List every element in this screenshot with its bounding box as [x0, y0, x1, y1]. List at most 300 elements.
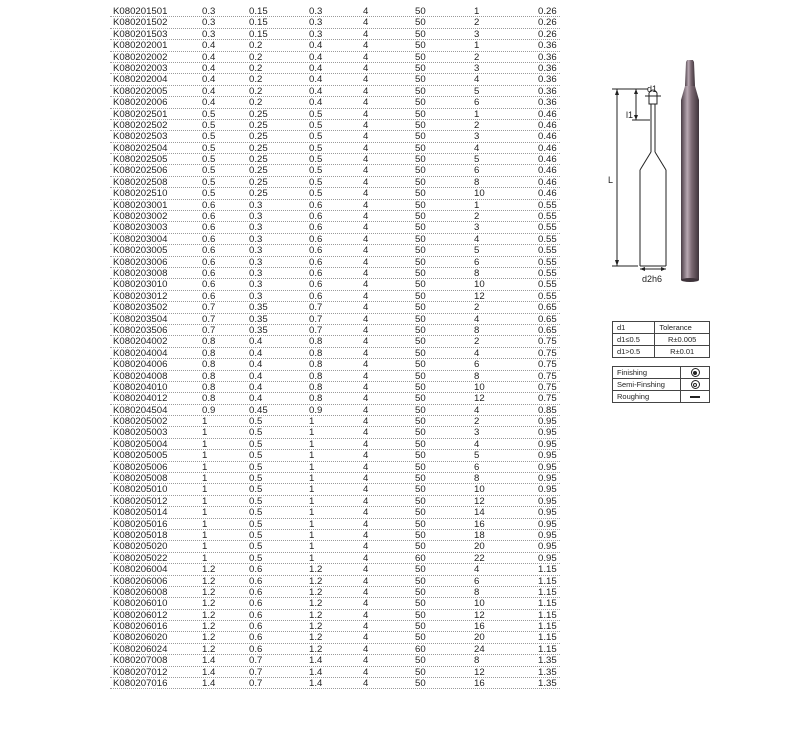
spec-cell: 4 [363, 256, 369, 268]
spec-cell: 0.5 [309, 154, 323, 166]
spec-cell: 0.36 [538, 40, 557, 52]
spec-cell: 0.6 [249, 564, 263, 576]
spec-cell: 0.3 [202, 17, 216, 29]
spec-cell: 4 [363, 552, 369, 564]
spec-cell: 50 [415, 85, 426, 97]
spec-cell: 22 [474, 552, 485, 564]
part-number-cell: K080204010 [113, 381, 168, 393]
spec-cell: 1.2 [202, 564, 216, 576]
table-row [110, 109, 560, 120]
spec-cell: 4 [474, 438, 480, 450]
spec-cell: 50 [415, 473, 426, 485]
table-row [110, 598, 560, 609]
spec-cell: 50 [415, 518, 426, 530]
spec-cell: 0.6 [309, 199, 323, 211]
table-row [110, 165, 560, 176]
spec-cell: 0.4 [202, 74, 216, 86]
spec-cell: 0.75 [538, 393, 557, 405]
spec-cell: 4 [363, 484, 369, 496]
spec-cell: 0.8 [202, 336, 216, 348]
spec-cell: 50 [415, 336, 426, 348]
spec-cell: 6 [474, 165, 480, 177]
spec-cell: 0.3 [202, 28, 216, 40]
spec-cell: 0.25 [249, 142, 268, 154]
part-number-cell: K080206016 [113, 621, 168, 633]
spec-cell: 0.5 [202, 188, 216, 200]
spec-cell: 50 [415, 199, 426, 211]
table-row [110, 131, 560, 142]
spec-cell: 0.6 [249, 575, 263, 587]
spec-cell: 50 [415, 6, 426, 17]
spec-cell: 4 [363, 336, 369, 348]
spec-cell: 1.4 [202, 655, 216, 667]
end-mill-diagram [600, 60, 720, 290]
spec-cell: 0.25 [249, 176, 268, 188]
spec-cell: 4 [363, 575, 369, 587]
d2-label: d2h6 [642, 274, 663, 284]
spec-cell: 1 [474, 199, 480, 211]
spec-cell: 0.4 [249, 370, 263, 382]
spec-cell: 0.95 [538, 450, 557, 462]
spec-cell: 4 [363, 62, 369, 74]
spec-cell: 1.4 [202, 666, 216, 678]
spec-cell: 1.2 [309, 564, 323, 576]
table-row [110, 200, 560, 211]
spec-cell: 1 [202, 529, 208, 541]
spec-cell: 16 [474, 621, 485, 633]
part-number-cell: K080203012 [113, 290, 168, 302]
spec-cell: 1 [309, 507, 315, 519]
spec-cell: 2 [474, 119, 480, 131]
spec-cell: 4 [474, 404, 480, 416]
spec-cell: 0.6 [249, 598, 263, 610]
spec-cell: 0.4 [249, 359, 263, 371]
spec-cell: 0.6 [202, 199, 216, 211]
table-row [110, 519, 560, 530]
table-row [110, 450, 560, 461]
spec-cell: 1 [309, 416, 315, 428]
spec-cell: 0.8 [202, 370, 216, 382]
table-row [110, 177, 560, 188]
spec-cell: 4 [363, 655, 369, 667]
spec-cell: 2 [474, 302, 480, 314]
spec-cell: 50 [415, 655, 426, 667]
spec-cell: 50 [415, 51, 426, 63]
spec-cell: 0.25 [249, 188, 268, 200]
legend-label: Roughing [613, 391, 681, 403]
table-row [110, 553, 560, 564]
spec-cell: 0.4 [202, 62, 216, 74]
spec-cell: 1 [309, 484, 315, 496]
spec-cell: 8 [474, 267, 480, 279]
table-row [110, 621, 560, 632]
spec-cell: 0.6 [309, 233, 323, 245]
spec-cell: 0.46 [538, 154, 557, 166]
spec-cell: 60 [415, 552, 426, 564]
table-row [110, 507, 560, 518]
spec-cell: 0.55 [538, 199, 557, 211]
spec-cell: 0.95 [538, 518, 557, 530]
tolerance-header-d1: d1 [613, 322, 655, 334]
table-row [110, 40, 560, 51]
spec-cell: 0.5 [249, 484, 263, 496]
spec-cell: 50 [415, 666, 426, 678]
spec-cell: 1.15 [538, 586, 557, 598]
spec-cell: 0.4 [202, 40, 216, 52]
part-number-cell: K080204008 [113, 370, 168, 382]
spec-cell: 0.46 [538, 142, 557, 154]
part-number-cell: K080203504 [113, 313, 168, 325]
spec-cell: 4 [363, 586, 369, 598]
spec-cell: 0.36 [538, 97, 557, 109]
spec-cell: 4 [363, 473, 369, 485]
spec-cell: 16 [474, 518, 485, 530]
spec-cell: 1.2 [309, 598, 323, 610]
spec-cell: 1 [309, 529, 315, 541]
spec-cell: 50 [415, 507, 426, 519]
spec-cell: 50 [415, 290, 426, 302]
table-row [110, 211, 560, 222]
spec-cell: 0.5 [202, 142, 216, 154]
part-number-cell: K080205008 [113, 473, 168, 485]
spec-cell: 4 [363, 165, 369, 177]
spec-cell: 0.45 [249, 404, 268, 416]
spec-cell: 0.95 [538, 484, 557, 496]
spec-cell: 4 [474, 142, 480, 154]
table-row [110, 234, 560, 245]
spec-cell: 4 [363, 518, 369, 530]
spec-cell: 0.7 [202, 313, 216, 325]
spec-cell: 0.95 [538, 541, 557, 553]
spec-cell: 50 [415, 108, 426, 120]
spec-cell: 0.2 [249, 85, 263, 97]
spec-cell: 4 [363, 427, 369, 439]
spec-cell: 1.2 [309, 643, 323, 655]
part-number-cell: K080206008 [113, 586, 168, 598]
table-row [110, 74, 560, 85]
part-number-cell: K080205020 [113, 541, 168, 553]
spec-cell: 0.26 [538, 17, 557, 29]
legend-label: Semi-Finshing [613, 379, 681, 391]
spec-cell: 0.35 [249, 324, 268, 336]
l1-label: l1 [626, 110, 634, 120]
spec-cell: 50 [415, 541, 426, 553]
spec-cell: 0.75 [538, 381, 557, 393]
part-number-cell: K080206004 [113, 564, 168, 576]
spec-cell: 0.25 [249, 119, 268, 131]
spec-cell: 0.5 [202, 131, 216, 143]
spec-cell: 1 [202, 541, 208, 553]
spec-cell: 4 [363, 324, 369, 336]
spec-cell: 50 [415, 154, 426, 166]
spec-cell: 0.3 [249, 290, 263, 302]
spec-cell: 4 [363, 438, 369, 450]
spec-cell: 0.5 [249, 461, 263, 473]
spec-cell: 3 [474, 62, 480, 74]
spec-cell: 0.4 [249, 336, 263, 348]
spec-cell: 1.2 [202, 598, 216, 610]
part-number-cell: K080202005 [113, 85, 168, 97]
part-number-cell: K080204006 [113, 359, 168, 371]
spec-cell: 0.6 [202, 245, 216, 257]
spec-cell: 1 [309, 438, 315, 450]
spec-cell: 0.36 [538, 62, 557, 74]
spec-cell: 50 [415, 142, 426, 154]
spec-cell: 0.4 [202, 85, 216, 97]
spec-cell: 50 [415, 393, 426, 405]
part-number-cell: K080203008 [113, 267, 168, 279]
roughing-icon [690, 396, 700, 398]
tolerance-header-row [613, 322, 710, 334]
table-row [110, 610, 560, 621]
part-number-cell: K080205004 [113, 438, 168, 450]
spec-cell: 0.6 [202, 222, 216, 234]
spec-cell: 1 [474, 108, 480, 120]
table-row [110, 462, 560, 473]
spec-cell: 0.85 [538, 404, 557, 416]
spec-cell: 50 [415, 324, 426, 336]
spec-cell: 50 [415, 404, 426, 416]
part-number-cell: K080203506 [113, 324, 168, 336]
legend-row-semi-finishing [613, 379, 710, 391]
spec-cell: 8 [474, 586, 480, 598]
spec-cell: 0.7 [309, 313, 323, 325]
spec-cell: 1 [202, 450, 208, 462]
spec-cell: 50 [415, 302, 426, 314]
spec-cell: 50 [415, 256, 426, 268]
tolerance-cell: d1≤0.5 [613, 334, 655, 346]
spec-cell: 0.3 [309, 17, 323, 29]
spec-cell: 4 [363, 609, 369, 621]
spec-cell: 0.7 [309, 324, 323, 336]
table-row [110, 302, 560, 313]
table-row [110, 530, 560, 541]
spec-cell: 6 [474, 359, 480, 371]
spec-cell: 0.25 [249, 154, 268, 166]
spec-cell: 50 [415, 484, 426, 496]
spec-cell: 4 [363, 632, 369, 644]
spec-cell: 0.4 [249, 381, 263, 393]
spec-cell: 0.95 [538, 473, 557, 485]
spec-cell: 0.55 [538, 290, 557, 302]
spec-cell: 50 [415, 313, 426, 325]
part-number-cell: K080204504 [113, 404, 168, 416]
spec-table [110, 6, 560, 689]
table-row [110, 154, 560, 165]
spec-cell: 6 [474, 97, 480, 109]
part-number-cell: K080202003 [113, 62, 168, 74]
spec-cell: 0.4 [309, 97, 323, 109]
spec-cell: 24 [474, 643, 485, 655]
spec-cell: 1.15 [538, 564, 557, 576]
spec-cell: 0.6 [202, 256, 216, 268]
table-row [110, 587, 560, 598]
spec-cell: 4 [363, 598, 369, 610]
spec-cell: 50 [415, 678, 426, 690]
part-number-cell: K080203502 [113, 302, 168, 314]
spec-cell: 0.4 [249, 393, 263, 405]
part-number-cell: K080205010 [113, 484, 168, 496]
spec-cell: 0.5 [249, 438, 263, 450]
spec-cell: 0.55 [538, 233, 557, 245]
spec-cell: 1 [309, 552, 315, 564]
table-row [110, 97, 560, 108]
part-number-cell: K080207012 [113, 666, 168, 678]
spec-cell: 50 [415, 97, 426, 109]
spec-cell: 0.46 [538, 108, 557, 120]
legend-label: Finishing [613, 367, 681, 379]
table-row [110, 439, 560, 450]
spec-cell: 0.15 [249, 17, 268, 29]
spec-cell: 1 [309, 473, 315, 485]
spec-cell: 4 [363, 381, 369, 393]
spec-cell: 0.5 [309, 176, 323, 188]
spec-cell: 10 [474, 188, 485, 200]
table-row [110, 541, 560, 552]
table-row [110, 222, 560, 233]
table-row [110, 644, 560, 655]
spec-cell: 0.95 [538, 438, 557, 450]
spec-cell: 4 [474, 74, 480, 86]
spec-cell: 50 [415, 176, 426, 188]
spec-cell: 4 [474, 313, 480, 325]
spec-cell: 0.3 [249, 222, 263, 234]
spec-cell: 0.4 [249, 347, 263, 359]
spec-cell: 0.8 [309, 359, 323, 371]
spec-cell: 0.95 [538, 427, 557, 439]
spec-cell: 0.8 [202, 347, 216, 359]
end-mill-photo [681, 60, 699, 282]
tolerance-cell: R±0.01 [655, 346, 710, 358]
spec-cell: 50 [415, 564, 426, 576]
spec-cell: 4 [363, 28, 369, 40]
table-row [110, 667, 560, 678]
spec-cell: 2 [474, 336, 480, 348]
spec-cell: 0.8 [309, 370, 323, 382]
spec-cell: 0.5 [249, 427, 263, 439]
spec-cell: 1.4 [309, 666, 323, 678]
legend-row-roughing [613, 391, 710, 403]
table-row [110, 576, 560, 587]
spec-cell: 1.2 [309, 621, 323, 633]
spec-cell: 0.95 [538, 529, 557, 541]
spec-cell: 20 [474, 632, 485, 644]
spec-cell: 4 [363, 678, 369, 690]
part-number-cell: K080204004 [113, 347, 168, 359]
spec-cell: 50 [415, 62, 426, 74]
spec-cell: 0.2 [249, 97, 263, 109]
spec-cell: 0.8 [202, 381, 216, 393]
spec-cell: 4 [363, 142, 369, 154]
spec-cell: 1.2 [309, 575, 323, 587]
spec-cell: 5 [474, 450, 480, 462]
spec-cell: 4 [363, 40, 369, 52]
spec-cell: 0.7 [309, 302, 323, 314]
table-row [110, 484, 560, 495]
table-row [110, 348, 560, 359]
spec-cell: 0.9 [202, 404, 216, 416]
part-number-cell: K080207008 [113, 655, 168, 667]
table-row [110, 473, 560, 484]
spec-cell: 0.6 [249, 632, 263, 644]
spec-cell: 1 [202, 552, 208, 564]
spec-cell: 8 [474, 370, 480, 382]
spec-cell: 4 [363, 85, 369, 97]
table-row [110, 268, 560, 279]
spec-cell: 0.25 [249, 131, 268, 143]
spec-cell: 1 [202, 495, 208, 507]
spec-cell: 50 [415, 586, 426, 598]
spec-cell: 50 [415, 267, 426, 279]
spec-cell: 0.5 [309, 131, 323, 143]
spec-cell: 50 [415, 632, 426, 644]
spec-cell: 0.5 [309, 142, 323, 154]
spec-cell: 12 [474, 495, 485, 507]
spec-cell: 4 [363, 359, 369, 371]
spec-cell: 0.65 [538, 302, 557, 314]
table-row [110, 279, 560, 290]
spec-cell: 4 [363, 404, 369, 416]
spec-cell: 50 [415, 598, 426, 610]
spec-cell: 0.6 [309, 279, 323, 291]
spec-cell: 0.26 [538, 28, 557, 40]
spec-cell: 1.4 [202, 678, 216, 690]
spec-cell: 0.25 [249, 108, 268, 120]
spec-cell: 4 [363, 279, 369, 291]
spec-cell: 0.55 [538, 256, 557, 268]
spec-cell: 4 [363, 461, 369, 473]
spec-cell: 0.46 [538, 176, 557, 188]
spec-cell: 50 [415, 74, 426, 86]
tolerance-table [612, 321, 710, 358]
spec-cell: 0.5 [249, 416, 263, 428]
spec-cell: 8 [474, 473, 480, 485]
spec-cell: 0.5 [249, 541, 263, 553]
spec-cell: 4 [363, 416, 369, 428]
spec-cell: 50 [415, 495, 426, 507]
spec-cell: 4 [363, 313, 369, 325]
spec-cell: 4 [363, 222, 369, 234]
part-number-cell: K080207016 [113, 678, 168, 690]
spec-cell: 4 [363, 541, 369, 553]
spec-cell: 1 [309, 427, 315, 439]
spec-cell: 0.7 [249, 666, 263, 678]
spec-cell: 4 [363, 119, 369, 131]
spec-cell: 50 [415, 381, 426, 393]
spec-cell: 0.3 [249, 199, 263, 211]
spec-cell: 4 [363, 529, 369, 541]
table-row [110, 393, 560, 404]
spec-cell: 1.15 [538, 643, 557, 655]
table-row [110, 6, 560, 17]
tolerance-row [613, 334, 710, 346]
table-row [110, 52, 560, 63]
table-row [110, 336, 560, 347]
spec-cell: 0.3 [309, 6, 323, 17]
spec-cell: 4 [474, 564, 480, 576]
spec-cell: 50 [415, 450, 426, 462]
spec-cell: 0.95 [538, 507, 557, 519]
L-label: L [608, 175, 614, 185]
spec-cell: 0.6 [309, 222, 323, 234]
spec-cell: 0.8 [202, 393, 216, 405]
tolerance-cell: d1>0.5 [613, 346, 655, 358]
spec-cell: 0.8 [202, 359, 216, 371]
spec-cell: 50 [415, 40, 426, 52]
spec-cell: 12 [474, 290, 485, 302]
spec-cell: 0.36 [538, 51, 557, 63]
spec-cell: 50 [415, 233, 426, 245]
